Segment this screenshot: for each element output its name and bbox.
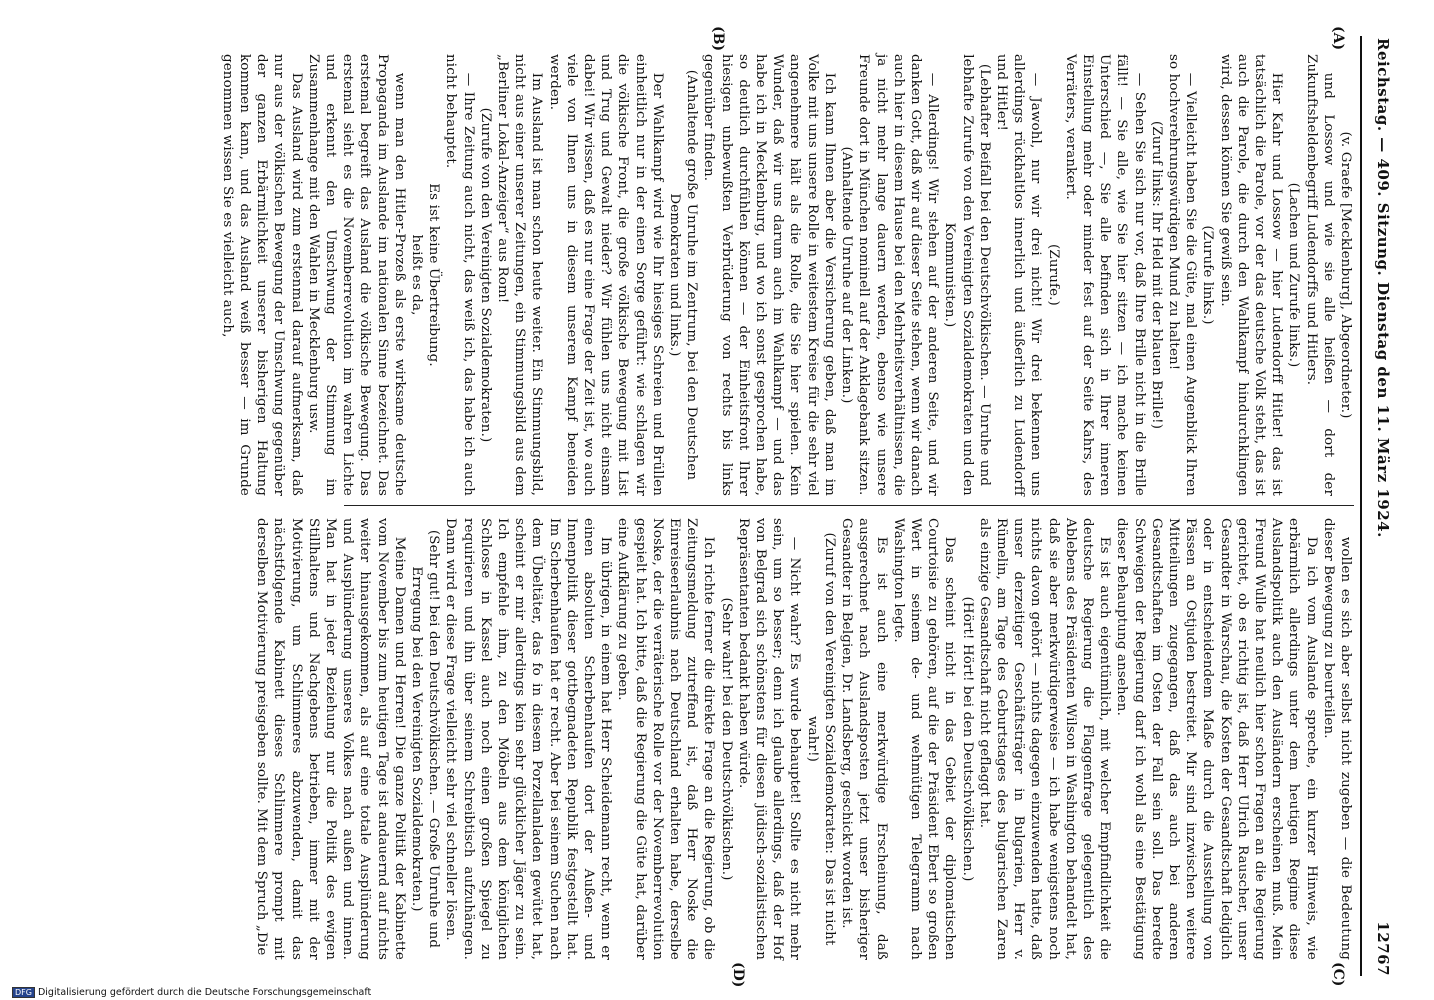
margin-mark-c: (C) <box>1330 962 1346 987</box>
paragraph: — Nicht wahr? Es wurde behauptet! Sollte es nicht mehr sein, um so besser; denn ich glaube allerdings, daß der Hof von Belgrad sich schönstens für diesen jüdisch-sozialistischen Repräsentanten bedankt haben würde. <box>735 518 803 960</box>
paragraph: Es ist auch eine merkwürdige Erscheinung, daß ausgerechnet nach Auslandsposten jetzt unser bisheriger Gesandter in Belgien, Dr. Landsberg, geschickt worden ist. <box>839 518 889 960</box>
paragraph: (Sehr gut! bei den Deutschvölkischen. — Große Unruhe und Erregung bei den Vereinigten Sozialdemokraten.) <box>409 529 442 949</box>
margin-mark-b: (B) <box>710 26 726 52</box>
paragraph: Ich richte ferner die direkte Frage an die Regierung, ob die Zeitungsmeldung zutreffend ist, daß Herr Noske die Einreiseerlaubnis nach Deutschland erhalten habe, derselbe Noske, der die verräterische Rolle vor der Novemberrevolution gespielt hat. Ich bitte, daß die Regierung die Güte hat, darüber eine Aufklärung zu geben. <box>615 518 717 960</box>
paragraph: Meine Damen und Herren! Die ganze Politik der Kabinette vom November bis zum heutigen Tage ist andauernd auf nichts weiter hinausgekommen, als auf eine totale Ausplünderung und Ausplünderung unseres Volkes nach außen und innen. Man hat in jeder Beziehung nur die Politik des ewigen Stillhaltens und Nachgebens betrieben, immer mit der Motivierung, um Schlimmeres abzuwenden, damit das nächstfolgende Kabinett dieses Schlimmere prompt mit derselben Motivierung preisgeben sollte. Mit dem Spruch „Die <box>254 518 407 960</box>
paragraph: (Anhaltende große Unruhe im Zentrum, bei den Deutschen Demokraten und links.) <box>667 69 700 481</box>
paragraph: (Zurufe.) <box>1045 244 1061 306</box>
page-header <box>1370 38 1396 976</box>
paragraph: Das scheint nicht in das Gebiet der diplomatischen Courtoisie zu gehören, auf die der Präsident Ebert so großen Wert in seinem de- und wehmütigen Telegramm nach Washington legte. <box>890 518 958 960</box>
paragraph: (Lachen und Zurufe links.) <box>1286 182 1302 368</box>
paragraph: (Hört! Hört! bei den Deutschvölkischen.) <box>959 596 975 882</box>
paragraph: (Zuruf links: Ihr Held mit der blauen Brille!) <box>1148 120 1164 430</box>
credit-text: Digitalisierung gefördert durch die Deutsche Forschungsgemeinschaft <box>37 987 372 998</box>
paragraph: Ich kann Ihnen aber die Versicherung geben, daß man im Volke mit uns unsere Rolle in weitestem Kreise für die sehr viel angenehmere hält als die Rolle, die Sie hier spielen. Kein Wunder, daß wir uns darum auch im Wahlkampf — und das habe ich in Mecklenburg, und wo ich sonst gesprochen habe, so deutlich durchfühlen können — der Einheitsfront Ihrer hiesigen unbewußten Verbrüderung von rechts bis links gegenüber finden. <box>701 54 837 496</box>
paragraph: wenn man den Hitler-Prozeß als erste wirksame deutsche Propaganda im Auslande im nationalen Sinne bezeichnet. Das erstemal begreift das Ausland die völkische Bewegung. Das erstemal sieht es die Novemberrevolution im wahren Lichte und erkennt den Umschwung der Stimmung im Zusammenhange mit den Wahlen in Mecklenburg usw. <box>305 54 407 496</box>
paragraph: (Sehr wahr! bei den Deutschvölkischen.) <box>718 597 734 881</box>
running-head: Reichstag. — 409. Sitzung. Dienstag den 11. März 1924. <box>1374 38 1392 538</box>
page-number: 12767 <box>1374 921 1392 976</box>
paragraph: (Lebhafter Beifall bei den Deutschvölkischen. — Unruhe und lebhafte Zurufe von den Vereinigten Sozialdemokraten und den Kommunisten.) <box>942 54 992 496</box>
paragraph: (Zurufe links.) <box>1200 225 1216 325</box>
text-column-right <box>254 518 1354 960</box>
paragraph: und Lossow und wie sie alle heißen — dort der Zukunftsheldenbegriff Ludendorffs und Hitlers. <box>1303 54 1336 496</box>
digitization-credit <box>12 987 371 998</box>
paragraph: — Allerdings! Wir stehen auf der anderen Seite, und wir danken Gott, daß wir auf dieser Seite stehen, wenn wir danach auch hier in diesem Hause bei den Mehrheitsverhältnissen, die ja nicht mehr lange dauern werden, ebenso wie unsere Freunde dort in München nominell auf der Anklagebank sitzen. <box>856 54 941 496</box>
paragraph: heißt es da, <box>409 234 425 316</box>
dfg-logo: DFG <box>12 987 35 998</box>
paragraph: (Zuruf von den Vereinigten Sozialdemokraten: Das ist nicht wahr!) <box>804 532 837 946</box>
column-divider <box>344 505 1354 506</box>
paragraph: — Sehen Sie sich nur vor, daß Ihre Brille nicht in die Brille fällt! — Sie alle, wie Sie hier sitzen — ich mache keinen Unterschied —, Sie alle befinden sich in Ihrer inneren Einstellung mehr oder minder fest auf der Seite Kahrs, des Verräters, verankert. <box>1062 54 1147 496</box>
margin-mark-a: (A) <box>1330 26 1346 51</box>
paragraph: Es ist auch eigentümlich, mit welcher Empfindlichkeit die deutsche Regierung die Flaggenfrage gelegentlich des Ablebens des Präsidenten Wilson in Washington behandelt hat, daß sie aber merkwürdigerweise — ich habe wenigstens noch nichts davon gehört — nichts dagegen einzuwenden hatte, daß unser derzeitiger Geschäftsträger in Bulgarien, Herr v. Rümelin, am Tage des Geburtstages des bulgarischen Zaren als einzige Gesandtschaft nicht geflaggt hat. <box>976 518 1113 960</box>
paragraph: Da ich vom Auslande spreche, ein kurzer Hinweis, wie erbärmlich allerdings unter dem heutigen Regime diese Auslandspolitik auch den Ausländern erscheinen muß. Mein Freund Wulle hat neulich hier schon Fragen an die Regierung gerichtet, ob es richtig ist, daß Herr Ulrich Rauscher, unser Gesandter in Warschau, die Kosten der Gesandtschaft lediglich oder in entscheidendem Maße durch die Ausstellung von Pässen an Ostjuden bestreitet. Mir sind inzwischen weitere Mitteilungen zugegangen, daß das auch bei anderen Gesandtschaften im Osten der Fall sein soll. Das beredte Schweigen der Regierung darf ich wohl als eine Bestätigung dieser Behauptung ansehen. <box>1114 518 1319 960</box>
paragraph: Es ist keine Übertreibung. <box>426 183 442 367</box>
margin-mark-d: (D) <box>730 962 746 988</box>
paragraph: Im übrigen, in einem hat Herr Scheidemann recht, wenn er einen absoluten Scherbenhaufen dort der Außen- und Innenpolitik dieser gottbegnadeten Republik festgestellt hat. Im Scherbenhaufen hat er recht. Aber bei seinem Suchen nach dem Übeltäter, das fo in diesem Porzellanladen gewütet hat, scheint er mir allerdings kein sehr glücklicher Jäger zu sein. Ich empfehle ihm, zu den Möbeln aus dem königlichen Schlosse in Kassel auch noch einen großen Spiegel zu requirieren und ihn über seinem Schreibtisch aufzuhängen. Dann wird er diese Frage vielleicht sehr viel schneller lösen. <box>443 518 614 960</box>
paragraph: (v. Graefe [Mecklenburg], Abgeordneter.) <box>1338 131 1353 419</box>
header-rule <box>1360 36 1362 976</box>
paragraph: — Vielleicht haben Sie die Güte, mal einen Augenblick Ihren so hochverehrungswürdigen Mund zu halten! <box>1165 54 1199 496</box>
paragraph: (Anhaltende Unruhe auf der Linken.) <box>839 146 855 404</box>
paragraph: — Jawohl, nur wir drei nicht! Wir drei bekennen uns allerdings rückhaltlos innerlich und äußerlich zu Ludendorff und Hitler! <box>993 54 1044 496</box>
paragraph: Im Ausland ist man schon heute weiter. Ein Stimmungsbild, nicht aus einer unserer Zeitungen, ein Stimmungsbild aus dem „Berliner Lokal-Anzeiger“ aus Rom! <box>495 54 545 496</box>
text-column-left <box>219 54 1354 496</box>
paragraph: (Zurufe von den Vereinigten Sozialdemokraten.) <box>477 107 493 443</box>
paragraph: Das Ausland wird zum erstenmal darauf aufmerksam, daß nur aus der völkischen Bewegung der Umschwung gegenüber der ganzen Erbärmlichkeit unserer bisherigen Haltung kommen kann, und das Ausland weiß besser — im Grunde genommen wissen Sie es vielleicht auch, <box>219 54 304 496</box>
paragraph: Hier Kahr und Lossow — hier Ludendorff Hitler! das ist tatsächlich die Parole, vor der das deutsche Volk steht, das ist auch die Parole, die durch den Wahlkampf hindurchklingen wird, dessen können Sie gewiß sein. <box>1217 54 1285 496</box>
paragraph: Der Wahlkampf wird wie Ihr hiesiges Schreien und Brüllen einheitlich nur in der einen Sorge geführt: wie schlagen wir die völkische Front, die große völkische Bewegung mit List und Trug und Gewalt nieder? Wir fühlen uns nicht einsam dabei! Wir wissen, daß es nur eine Frage der Zeit ist, wo auch viele von Ihnen uns in diesem unserem Kampf beneiden werden. <box>546 54 665 496</box>
paragraph: — Ihre Zeitung auch nicht, das weiß ich, das habe ich auch nicht behauptet. <box>443 54 476 496</box>
paragraph: wollen es sich aber selbst nicht zugeben — die Bedeutung dieser Bewegung zu beurteilen. <box>1320 518 1353 960</box>
